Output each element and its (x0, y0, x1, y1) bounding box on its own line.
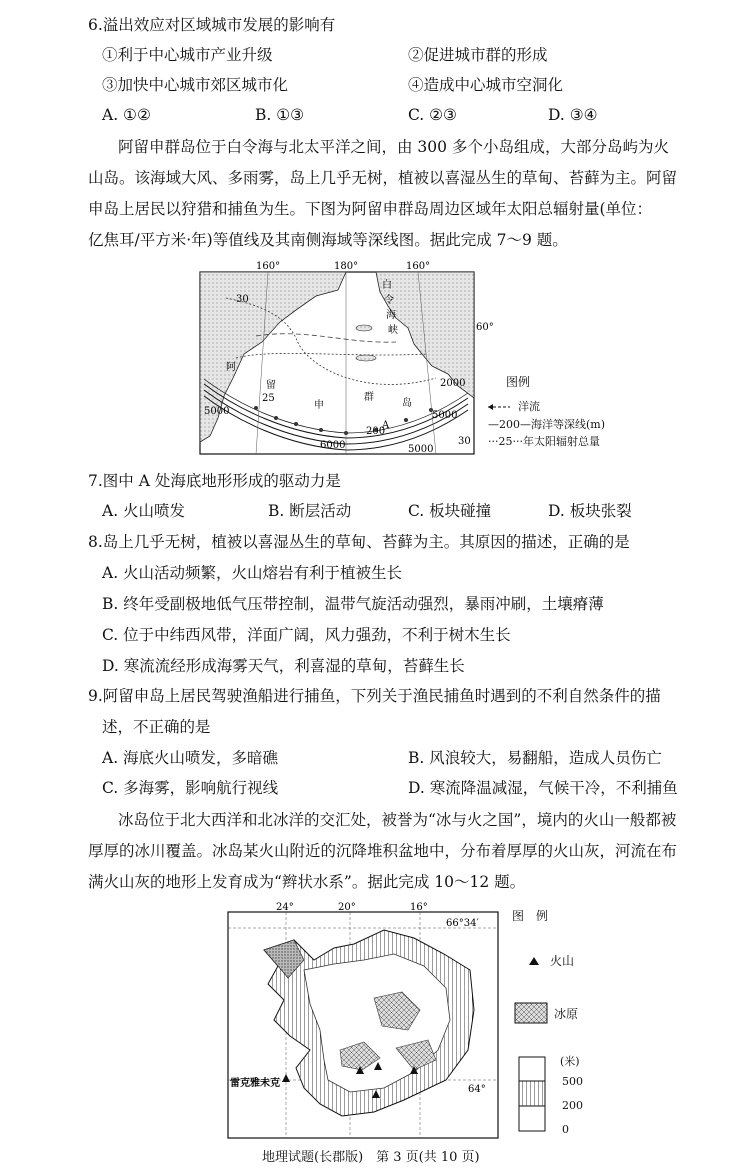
bering-char-4: 峡 (388, 325, 398, 336)
passage1-line-3: 申岛上居民以狩猎和捕鱼为生。下图为阿留申群岛周边区域年太阳总辐射量(单位： (88, 200, 653, 218)
q6-option-c[interactable]: C. ②③ (408, 106, 457, 124)
q6-item-3: ③加快中心城市郊区城市化 (102, 76, 289, 94)
legend-icefield (514, 1002, 578, 1024)
q6-stem: 6.溢出效应对区域城市发展的影响有 (88, 16, 336, 34)
map2-lon-label-1: 24° (276, 902, 294, 913)
map1-legend (488, 400, 605, 449)
iceland-map (224, 900, 504, 1140)
passage2-line-2: 厚厚的冰川覆盖。冰岛某火山附近的沉降堆积盆地中，分布着厚厚的火山灰，河流在布 (88, 842, 678, 860)
depth-label-5: 5000 (408, 444, 434, 455)
q9-option-c[interactable]: C. 多海雾，影响航行视线 (102, 779, 279, 797)
q7-stem: 7.图中 A 处海底地形形成的驱动力是 (88, 472, 341, 490)
elev-500: 500 (562, 1075, 583, 1088)
map2-lat-label-1: 66°34′ (446, 918, 479, 929)
aleutian-char-5: 岛 (402, 398, 412, 409)
q6-item-2: ②促进城市群的形成 (408, 46, 548, 64)
q9-stem-line-2: 述，不正确的是 (102, 718, 211, 736)
elev-0: 0 (562, 1123, 569, 1136)
lon-label-2: 180° (334, 261, 359, 272)
q9-option-a[interactable]: A. 海底火山喷发，多暗礁 (102, 749, 279, 767)
legend-radiation: ···25···年太阳辐射总量 (488, 435, 600, 448)
aleutian-char-1: 阿 (226, 362, 236, 373)
lat-label: 60° (476, 322, 494, 333)
current-legend-icon (488, 403, 514, 411)
icefield-icon (514, 1002, 548, 1024)
legend-icefield-label: 冰原 (554, 1006, 579, 1021)
q6-option-a[interactable]: A. ①② (102, 106, 151, 124)
bering-char-2: 令 (384, 295, 394, 306)
map2-legend-title: 图 例 (512, 909, 549, 923)
q8-stem: 8.岛上几乎无树，植被以喜湿丛生的草甸、苔藓为主。其原因的描述，正确的是 (88, 533, 630, 551)
q7-option-a[interactable]: A. 火山喷发 (102, 502, 186, 520)
aleutian-char-2: 留 (266, 380, 276, 391)
q8-option-b[interactable]: B. 终年受副极地低气压带控制，温带气旋活动强烈，暴雨冲刷，土壤瘠薄 (102, 595, 604, 613)
q8-option-d[interactable]: D. 寒流流经形成海雾天气，利喜湿的草甸，苔藓生长 (102, 657, 465, 675)
depth-label-2: 5000 (204, 406, 230, 417)
depth-label-6: 200 (366, 426, 386, 437)
page-footer: 地理试题(长郡版) 第 3 页(共 10 页) (262, 1150, 480, 1165)
passage2-line-1: 冰岛位于北大西洋和北冰洋的交汇处，被誉为“冰与火之国”，境内的火山一般都被 (118, 811, 677, 829)
passage2-line-3: 满火山灰的地形上发育成为“辫状水系”。据此完成 10～12 题。 (88, 873, 526, 891)
aleutian-char-3: 申 (314, 400, 324, 411)
q6-option-d[interactable]: D. ③④ (548, 106, 598, 124)
legend-current: 洋流 (518, 400, 540, 413)
legend-volcano-label: 火山 (550, 954, 575, 968)
lon-label-1: 160° (256, 261, 281, 272)
elev-200: 200 (562, 1099, 583, 1112)
q8-option-c[interactable]: C. 位于中纬西风带，洋面广阔，风力强劲，不利于树木生长 (102, 626, 511, 644)
depth-label-3: 5000 (432, 410, 458, 421)
q8-option-a[interactable]: A. 火山活动频繁，火山熔岩有利于植被生长 (102, 564, 403, 582)
q9-option-d[interactable]: D. 寒流降温减湿，气候干冷，不利捕鱼 (408, 779, 678, 797)
point-a-label: A (382, 420, 390, 431)
volcano-icon (528, 956, 540, 966)
elevation-bar (518, 1056, 546, 1132)
isoline-label-1: 30 (236, 294, 249, 305)
q6-item-1: ①利于中心城市产业升级 (102, 46, 273, 64)
q7-option-d[interactable]: D. 板块张裂 (548, 502, 632, 520)
legend-volcano (528, 952, 574, 969)
bering-char-1: 白 (382, 280, 392, 291)
q6-item-4: ④造成中心城市空洞化 (408, 76, 564, 94)
map2-lon-label-3: 16° (410, 902, 428, 913)
bering-char-3: 海 (386, 310, 396, 321)
depth-label-1: 2000 (440, 378, 466, 389)
q7-option-b[interactable]: B. 断层活动 (268, 502, 352, 520)
isoline-label-2: 25 (262, 393, 275, 404)
aleutian-map (196, 258, 496, 458)
aleutian-char-4: 群 (364, 392, 374, 403)
isoline-label-3: 30 (458, 436, 471, 447)
depth-label-4: 6000 (320, 440, 346, 451)
map2-lat-label-2: 64° (468, 1084, 486, 1095)
q6-option-b[interactable]: B. ①③ (255, 106, 305, 124)
q9-option-b[interactable]: B. 风浪较大，易翻船，造成人员伤亡 (408, 749, 662, 767)
legend-isobath: —200—海洋等深线(m) (488, 418, 606, 431)
passage1-line-2: 山岛。该海域大风、多雨雾，岛上几乎无树，植被以喜湿丛生的草甸、苔藓为主。阿留 (88, 169, 678, 187)
lon-label-3: 160° (406, 261, 431, 272)
passage1-line-1: 阿留申群岛位于白令海与北太平洋之间，由 300 多个小岛组成，大部分岛屿为火 (118, 138, 669, 156)
q7-option-c[interactable]: C. 板块碰撞 (408, 502, 492, 520)
reykjavik-label: 雷克雅未克 (230, 1078, 280, 1089)
passage1-line-4: 亿焦耳/平方米·年)等值线及其南侧海域等深线图。据此完成 7～9 题。 (88, 231, 568, 249)
q9-stem-line-1: 9.阿留申岛上居民驾驶渔船进行捕鱼，下列关于渔民捕鱼时遇到的不利自然条件的描 (88, 687, 661, 705)
elev-unit: (米) (560, 1055, 580, 1068)
map2-lon-label-2: 20° (338, 902, 356, 913)
map1-legend-title: 图例 (506, 375, 531, 389)
elevation-legend (518, 1056, 546, 1136)
